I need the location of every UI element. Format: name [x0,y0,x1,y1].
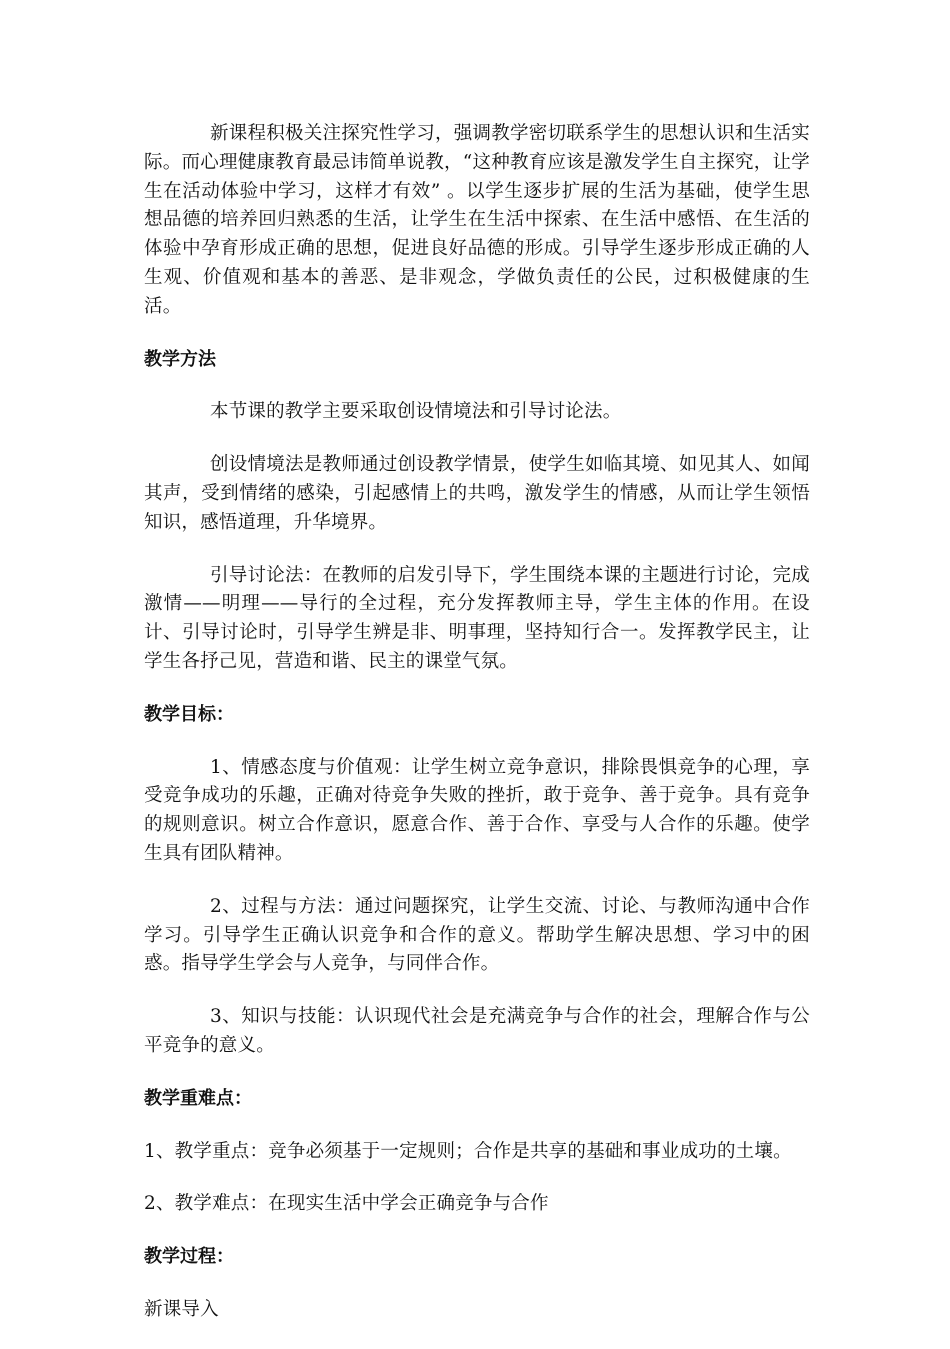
keypoint-item-2: 2、教学难点：在现实生活中学会正确竞争与合作 [144,1193,549,1215]
methods-paragraph-1: 本节课的教学主要采取创设情境法和引导讨论法。 [210,401,622,423]
methods-paragraph-2: 创设情境法是教师通过创设教学情景，使学生如临其境、如见其人、如闻其声，受到情绪的感染，引起感情上的共鸣，激发学生的情感，从而让学生领悟知识，感悟道理，升华境界。 [144,454,810,533]
methods-heading: 教学方法 [144,348,216,370]
goal-item-1: 1、情感态度与价值观：让学生树立竞争意识，排除畏惧竞争的心理，享受竞争成功的乐趣，正确对待竞争失败的挫折，敢于竞争、善于竞争。具有竞争的规则意识。树立合作意识，愿意合作、善于合作、享受与人合作的乐趣。使学生具有团队精神。 [144,756,810,864]
document-page [144,120,810,1349]
keypoint-item-1: 1、教学重点：竞争必须基于一定规则；合作是共享的基础和事业成功的土壤。 [144,1140,792,1162]
goal-item-2: 2、过程与方法：通过问题探究，让学生交流、讨论、与教师沟通中合作学习。引导学生正确认识竞争和合作的意义。帮助学生解决思想、学习中的困惑。指导学生学会与人竞争，与同伴合作。 [144,895,810,975]
goals-heading: 教学目标： [144,703,234,725]
intro-paragraph: 新课程积极关注探究性学习，强调教学密切联系学生的思想认识和生活实际。而心理健康教育最忌讳简单说教，“这种教育应该是激发学生自主探究，让学生在活动体验中学习，这样才有效” 。以学生逐步扩展的生活为基础，使学生思想品德的培养回归熟悉的生活，让学生在生活中探索、在生活中感悟、在生活的体验中孕育形成正确的思想，促进良好品德的形成。引导学生逐步形成正确的人生观、价值观和基本的善恶、是非观念，学做负责任的公民，过积极健康的生活。 [144,123,810,317]
keypoints-heading: 教学重难点： [144,1087,252,1109]
process-item-1: 新课导入 [144,1298,219,1320]
process-heading: 教学过程： [144,1246,234,1268]
goal-item-3: 3、知识与技能：认识现代社会是充满竞争与合作的社会，理解合作与公平竞争的意义。 [144,1006,810,1056]
methods-paragraph-3: 引导讨论法：在教师的启发引导下，学生围绕本课的主题进行讨论，完成激情——明理——导行的全过程，充分发挥教师主导，学生主体的作用。在设计、引导讨论时，引导学生辨是非、明事理，坚持知行合一。发挥教学民主，让学生各抒己见，营造和谐、民主的课堂气氛。 [144,564,810,672]
